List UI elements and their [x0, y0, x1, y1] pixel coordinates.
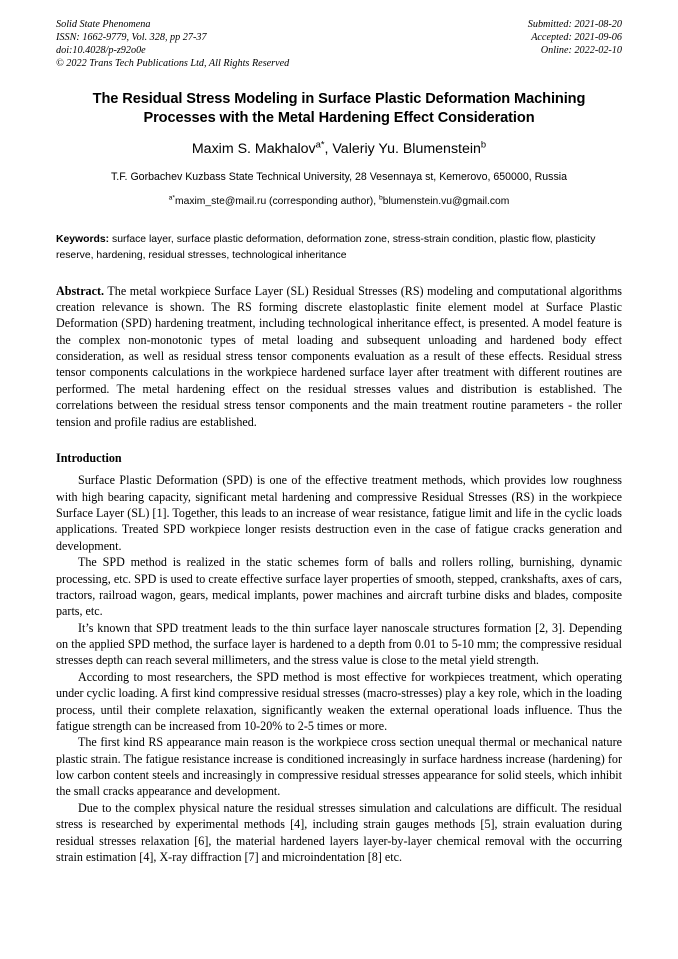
paragraph: According to most researchers, the SPD method is most effective for workpieces treatment, which operating under cyclic loading. A first kind compressive residual stresses (macro-stresses) play a key role, which in the loading process, until their complete relaxation, significantly weaken the external operational loads influence. Thus the fatigue strength can be increased from 10-20% to 2-5 times or more. [56, 669, 622, 733]
abstract-text: The metal workpiece Surface Layer (SL) Residual Stresses (RS) modeling and computational algorithms creation relevance is shown. The RS forming discrete elastoplastic finite element model at Surface Plastic Deformation (SPD) hardening treatment, including technological inheritance effect, is presented. A model feature is the complex non-monotonic types of metal loading and subsequent unloading and hardened body effect consideration, as well as residual stress tensor components evaluation as a result of these effects. Residual stress tensor components calculations in the workpiece hardened surface layer after treatment with different routines are performed. The metal hardening effect on the residual stresses values and distribution is established. The correlations between the residual stress tensor components and the main treatment routine parameters - the roller tension and profile radius are established. [56, 283, 622, 429]
paragraph: The first kind RS appearance main reason is the workpiece cross section unequal thermal or mechanical nature plastic strain. The fatigue resistance increase is conditioned increasingly in surface hardness increase (hardening) for low carbon content steels and increasingly in compressive residual stresses appearance for solid steels, which inhibit the small cracks appearance and development. [56, 735, 622, 799]
journal-header-left [56, 18, 289, 71]
journal-name: Solid State Phenomena [56, 19, 151, 30]
keywords-label: Keywords: [56, 234, 110, 246]
email-b[interactable]: blumenstein.vu@gmail.com [382, 196, 510, 208]
accepted-date: Accepted: 2021-09-06 [531, 32, 622, 44]
journal-issn-volume: ISSN: 1662-9779, Vol. 328, pp 27-37 [56, 32, 207, 44]
abstract-label: Abstract. [56, 283, 105, 298]
section-heading-introduction: Introduction [56, 450, 122, 465]
journal-doi[interactable]: doi:10.4028/p-z92o0e [56, 45, 146, 57]
page-title: The Residual Stress Modeling in Surface Plastic Deformation Machining Processes with the Metal Hardening Effect Consideration [92, 90, 586, 126]
author-1-affiliation-marker: a* [315, 139, 325, 150]
email-b-marker: b [378, 194, 383, 202]
author-2-affiliation-marker: b [480, 139, 487, 150]
author-name-1: Maxim S. Makhalov [191, 140, 316, 157]
author-emails [56, 195, 622, 208]
journal-header-right [528, 18, 622, 57]
keywords-text: surface layer, surface plastic deformation, deformation zone, stress-strain condition, plastic flow, plasticity reserve, hardening, residual stresses, technological inheritance [56, 234, 596, 261]
abstract-block [56, 283, 622, 430]
online-date: Online: 2022-02-10 [540, 45, 622, 57]
affiliation: T.F. Gorbachev Kuzbass State Technical University, 28 Vesennaya st, Kemerovo, 650000, Russia [111, 171, 567, 184]
author-list [56, 140, 622, 158]
email-a-marker: a* [168, 194, 176, 202]
paragraph: It’s known that SPD treatment leads to the thin surface layer nanoscale structures formation [2, 3]. Depending on the applied SPD method, the surface layer is hardened to a depth from 0.01 to 5-10 mm; the compressive residual stresses depth can reach several millimeters, and the stress value is close to the metal yield strength. [56, 620, 622, 668]
submitted-date: Submitted: 2021-08-20 [527, 19, 622, 30]
paragraph: The SPD method is realized in the static schemes form of balls and rollers rolling, burnishing, dynamic processing, etc. SPD is used to create effective surface layer properties of smooth, stepped, crankshafts, axes of cars, tractors, railroad wagon, gears, medical implants, power machines and aircraft turbine disks and blades, composite parts, etc. [56, 555, 622, 619]
paragraph: Surface Plastic Deformation (SPD) is one of the effective treatment methods, which provides low roughness with high bearing capacity, significant metal hardening and compressive Residual Stresses (RS) in the workpiece Surface Layer (SL) [1]. Together, this leads to an increase of wear resistance, fatigue limit and life in the cyclic loads applications. Treated SPD workpiece longer resists destruction even in the case of fatigue cracks generation and development. [56, 473, 622, 553]
journal-copyright: © 2022 Trans Tech Publications Ltd, All Rights Reserved [56, 58, 290, 70]
author-separator: , [324, 140, 333, 157]
journal-header [56, 18, 622, 71]
keywords-block [56, 232, 622, 262]
author-name-2: Valeriy Yu. Blumenstein [332, 140, 481, 157]
email-a[interactable]: maxim_ste@mail.ru (corresponding author), [175, 196, 379, 208]
paragraph: Due to the complex physical nature the residual stresses simulation and calculations are difficult. The residual stress is researched by experimental methods [4], including strain gauges methods [5], strain evaluation during residual stresses relaxation [6], the material hardened layers layer-by-layer chemical removal with the occurring strain estimation [4], X-ray diffraction [7] and microindentation [8] etc. [56, 800, 622, 864]
introduction-body [56, 472, 622, 865]
